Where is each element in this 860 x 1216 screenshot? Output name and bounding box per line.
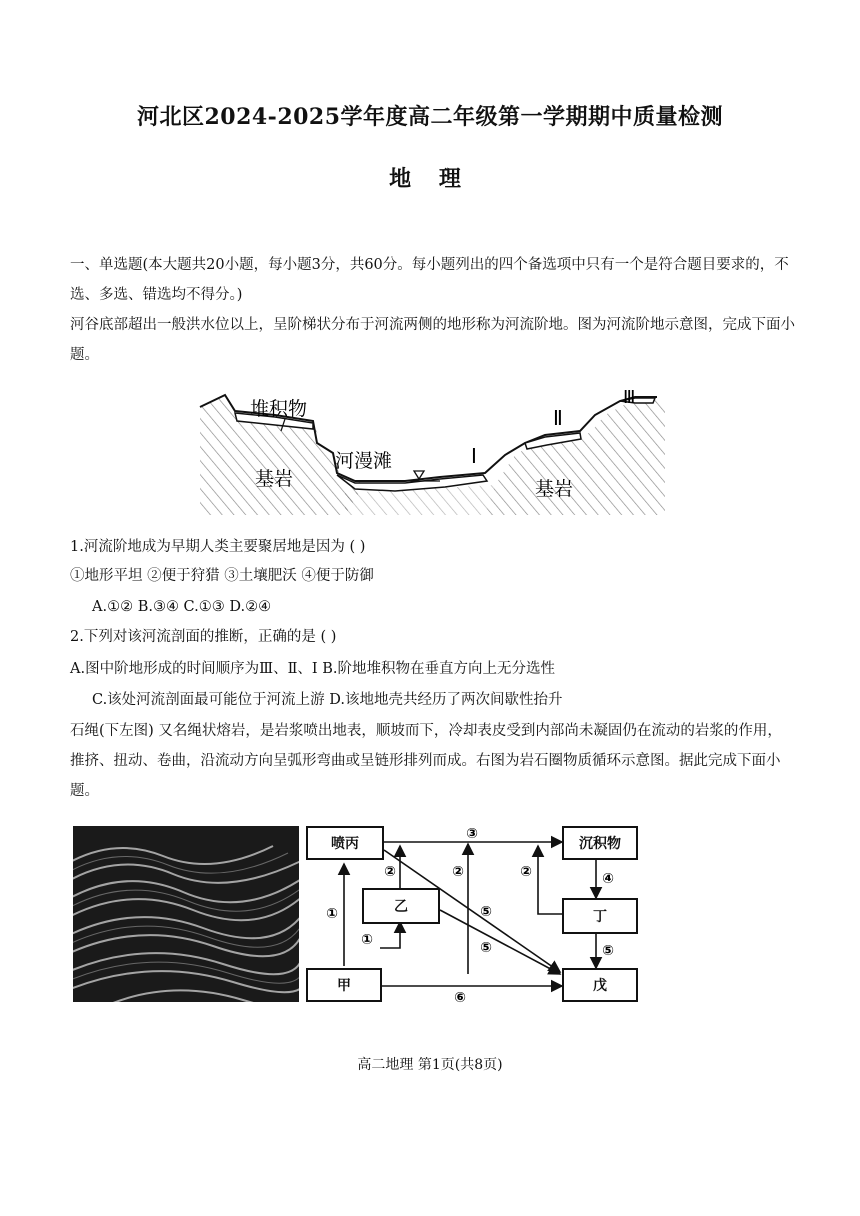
- arrow-label-3: ③: [466, 826, 478, 842]
- label-floodplain: 河漫滩: [335, 450, 393, 472]
- box-jia: 甲: [306, 968, 382, 1002]
- q2-options-cd: C.该处河流剖面最可能位于河流上游 D.该地地壳共经历了两次间歇性抬升: [92, 692, 563, 708]
- q1-options: A.①② B.③④ C.①③ D.②④: [92, 599, 272, 615]
- label-bedrock-left: 基岩: [255, 468, 294, 490]
- arrow-label-2c: ②: [520, 864, 532, 880]
- label-bedrock-right: 基岩: [535, 478, 574, 500]
- rock-cycle-diagram: [300, 820, 645, 1010]
- label-terrace-1: I: [471, 444, 477, 468]
- label-deposit: 堆积物: [250, 398, 308, 420]
- arrow-label-5b: ⑤: [480, 940, 492, 956]
- q2-stem: 2.下列对该河流剖面的推断，正确的是 ( ): [70, 629, 337, 645]
- arrow-label-1b: ①: [361, 932, 373, 948]
- section-heading: 一、单选题(本大题共20小题，每小题3分，共60分。每小题列出的四个备选项中只有一个是符合题目要求的，不选、多选、错选均不得分。): [70, 257, 789, 303]
- arrow-label-1a: ①: [326, 906, 338, 922]
- arrow-label-2b: ②: [452, 864, 464, 880]
- box-bing: 喷丙: [306, 826, 384, 860]
- arrow-label-6: ⑥: [454, 990, 466, 1006]
- arrow-label-5c: ⑤: [602, 943, 614, 959]
- box-ding: 丁: [562, 898, 638, 934]
- subject-title: 地 理: [389, 166, 471, 192]
- box-yi: 乙: [362, 888, 440, 924]
- q1-statements: ①地形平坦 ②便于狩猎 ③土壤肥沃 ④便于防御: [70, 568, 374, 584]
- arrow-label-2a: ②: [384, 864, 396, 880]
- rope-lava-photo: [73, 826, 299, 1002]
- arrow-label-4: ④: [602, 871, 614, 887]
- intro-paragraph: 河谷底部超出一般洪水位以上，呈阶梯状分布于河流两侧的地形称为河流阶地。图为河流阶地示意图，完成下面小题。: [70, 317, 795, 363]
- page-title: 河北区2024-2025学年度高二年级第一学期期中质量检测: [136, 104, 724, 130]
- label-terrace-3: Ⅲ: [623, 387, 636, 408]
- box-sediment: 沉积物: [562, 826, 638, 860]
- passage-rope-lava: 石绳(下左图) 又名绳状熔岩，是岩浆喷出地表，顺坡而下，冷却表皮受到内部尚未凝固仍在流动的岩浆的作用，推挤、扭动、卷曲，沿流动方向呈弧形弯曲或呈链形排列而成。右图为岩石圈物质循环示意图。据此完成下面小题。: [70, 723, 782, 799]
- q2-options-ab: A.图中阶地形成的时间顺序为Ⅲ、Ⅱ、Ⅰ B.阶地堆积物在垂直方向上无分选性: [70, 661, 556, 677]
- box-wu: 戊: [562, 968, 638, 1002]
- page-footer: 高二地理 第1页(共8页): [357, 1057, 503, 1073]
- label-terrace-2: Ⅱ: [553, 406, 563, 430]
- river-terrace-diagram: [195, 385, 665, 515]
- q1-stem: 1.河流阶地成为早期人类主要聚居地是因为 ( ): [70, 539, 366, 555]
- arrow-label-5a: ⑤: [480, 904, 492, 920]
